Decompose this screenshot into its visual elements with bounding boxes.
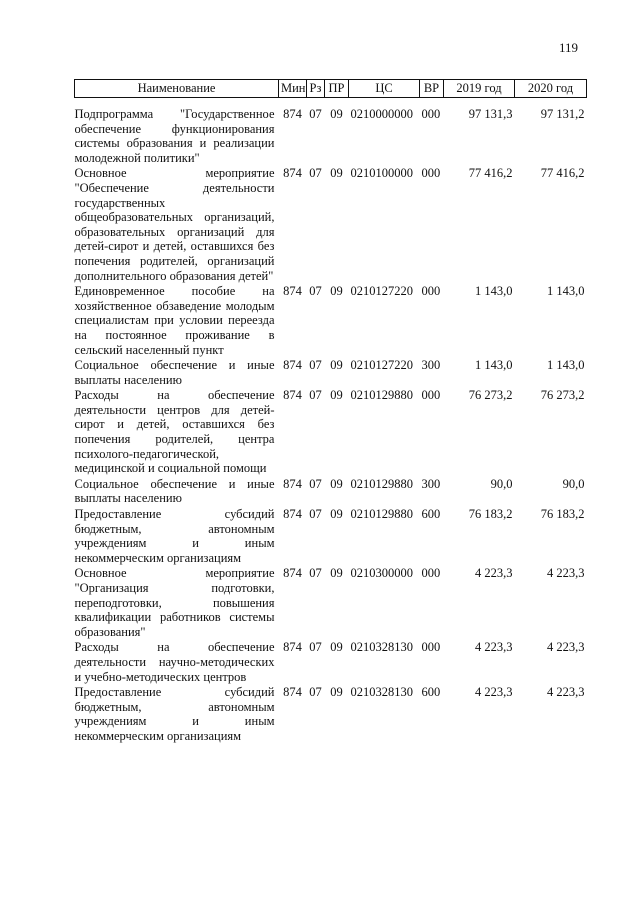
table-row: [75, 166, 587, 284]
cell-name: Расходы на обеспечение деятельности центров для детей-сирот и детей, оставшихся без попечения родителей, центра психолого-педагогической, медицинской и социальной помощи: [74, 388, 275, 476]
cell-vr: 000: [421, 566, 441, 581]
cell-2019: 76 183,2: [468, 507, 513, 522]
cell-pr: 09: [330, 640, 343, 655]
header-cs: ЦС: [349, 80, 420, 98]
cell-cs: 0210300000: [350, 566, 413, 581]
table-header-row: [75, 80, 587, 98]
header-rz: Рз: [307, 80, 325, 98]
table-row: [75, 685, 587, 744]
header-vr: ВР: [420, 80, 444, 98]
cell-min: 874: [283, 566, 302, 581]
cell-rz: 07: [309, 358, 322, 373]
cell-pr: 09: [330, 388, 343, 403]
cell-2019: 90,0: [490, 476, 513, 491]
cell-pr: 09: [330, 107, 343, 121]
header-min: Мин: [279, 80, 307, 98]
cell-vr: 000: [421, 388, 441, 403]
cell-2020: 76 273,2: [540, 388, 585, 403]
page-number: 119: [559, 40, 579, 55]
cell-vr: 000: [421, 166, 441, 181]
cell-min: 874: [283, 507, 302, 522]
table-row: [75, 477, 587, 507]
cell-min: 874: [283, 476, 302, 491]
cell-2020: 4 223,3: [547, 685, 585, 700]
cell-cs: 0210129880: [350, 507, 413, 522]
cell-vr: 300: [421, 358, 441, 373]
header-2020: 2020 год: [515, 80, 587, 98]
header-pr: ПР: [325, 80, 349, 98]
cell-2019: 1 143,0: [475, 358, 513, 373]
table-row: [75, 284, 587, 358]
cell-name: Предоставление субсидий бюджетным, автономным учреждениям и иным некоммерческим организациям: [74, 685, 275, 743]
cell-2019: 4 223,3: [475, 566, 513, 581]
cell-cs: 0210100000: [350, 166, 413, 181]
cell-2020: 90,0: [562, 476, 585, 491]
cell-rz: 07: [309, 107, 322, 121]
cell-pr: 09: [330, 166, 343, 181]
cell-rz: 07: [309, 476, 322, 491]
cell-pr: 09: [330, 685, 343, 700]
cell-vr: 600: [421, 507, 441, 522]
cell-2019: 4 223,3: [475, 685, 513, 700]
cell-pr: 09: [330, 507, 343, 522]
cell-rz: 07: [309, 685, 322, 700]
cell-2019: 76 273,2: [468, 388, 513, 403]
cell-vr: 000: [421, 284, 441, 299]
cell-name: Единовременное пособие на хозяйственное обзаведение молодым специалистам при условии переезда на постоянное проживание в сельский населенный пункт: [74, 284, 275, 357]
table-row: [75, 640, 587, 685]
cell-2020: 1 143,0: [547, 284, 585, 299]
cell-min: 874: [283, 107, 302, 121]
cell-min: 874: [283, 388, 302, 403]
cell-cs: 0210127220: [350, 284, 413, 299]
table-row: [75, 98, 587, 167]
cell-pr: 09: [330, 566, 343, 581]
cell-2019: 97 131,3: [468, 107, 513, 121]
cell-cs: 0210129880: [350, 476, 413, 491]
cell-2020: 76 183,2: [540, 507, 585, 522]
cell-cs: 0210328130: [350, 640, 413, 655]
cell-vr: 000: [421, 107, 441, 121]
cell-name: Социальное обеспечение и иные выплаты населению: [74, 358, 275, 387]
cell-rz: 07: [309, 388, 322, 403]
cell-rz: 07: [309, 507, 322, 522]
cell-name: Подпрограмма "Государственное обеспечение функционирования системы образования и реализации молодежной политики": [74, 107, 275, 165]
cell-min: 874: [283, 640, 302, 655]
cell-min: 874: [283, 284, 302, 299]
cell-vr: 000: [421, 640, 441, 655]
cell-cs: 0210127220: [350, 358, 413, 373]
cell-pr: 09: [330, 476, 343, 491]
cell-rz: 07: [309, 640, 322, 655]
header-2019: 2019 год: [444, 80, 515, 98]
cell-rz: 07: [309, 284, 322, 299]
cell-name: Социальное обеспечение и иные выплаты населению: [74, 476, 275, 506]
cell-2020: 97 131,2: [540, 107, 585, 121]
cell-name: Основное мероприятие "Организация подготовки, переподготовки, повышения квалификации работников системы образования": [74, 566, 275, 639]
cell-rz: 07: [309, 166, 322, 181]
cell-2020: 77 416,2: [540, 166, 585, 181]
cell-pr: 09: [330, 284, 343, 299]
cell-cs: 0210000000: [350, 107, 413, 121]
table-row: [75, 358, 587, 388]
cell-min: 874: [283, 685, 302, 700]
table-row: [75, 507, 587, 566]
cell-name: Основное мероприятие "Обеспечение деятельности государственных общеобразовательных организаций, образовательных организаций для детей-сирот и детей, оставшихся без попечения родителей, организаций дополнительного образования детей": [74, 166, 275, 283]
cell-vr: 600: [421, 685, 441, 700]
cell-name: Расходы на обеспечение деятельности научно-методических и учебно-методических центров: [74, 640, 275, 684]
cell-2020: 4 223,3: [547, 640, 585, 655]
cell-pr: 09: [330, 358, 343, 373]
header-name: Наименование: [75, 80, 279, 98]
cell-cs: 0210328130: [350, 685, 413, 700]
cell-cs: 0210129880: [350, 388, 413, 403]
cell-2020: 4 223,3: [547, 566, 585, 581]
cell-2020: 1 143,0: [547, 358, 585, 373]
budget-table: [74, 79, 587, 745]
cell-min: 874: [283, 166, 302, 181]
cell-min: 874: [283, 358, 302, 373]
cell-2019: 4 223,3: [475, 640, 513, 655]
table-row: [75, 566, 587, 640]
table-row: [75, 388, 587, 477]
cell-vr: 300: [421, 476, 441, 491]
cell-2019: 1 143,0: [475, 284, 513, 299]
cell-rz: 07: [309, 566, 322, 581]
cell-2019: 77 416,2: [468, 166, 513, 181]
cell-name: Предоставление субсидий бюджетным, автономным учреждениям и иным некоммерческим организациям: [74, 507, 275, 565]
